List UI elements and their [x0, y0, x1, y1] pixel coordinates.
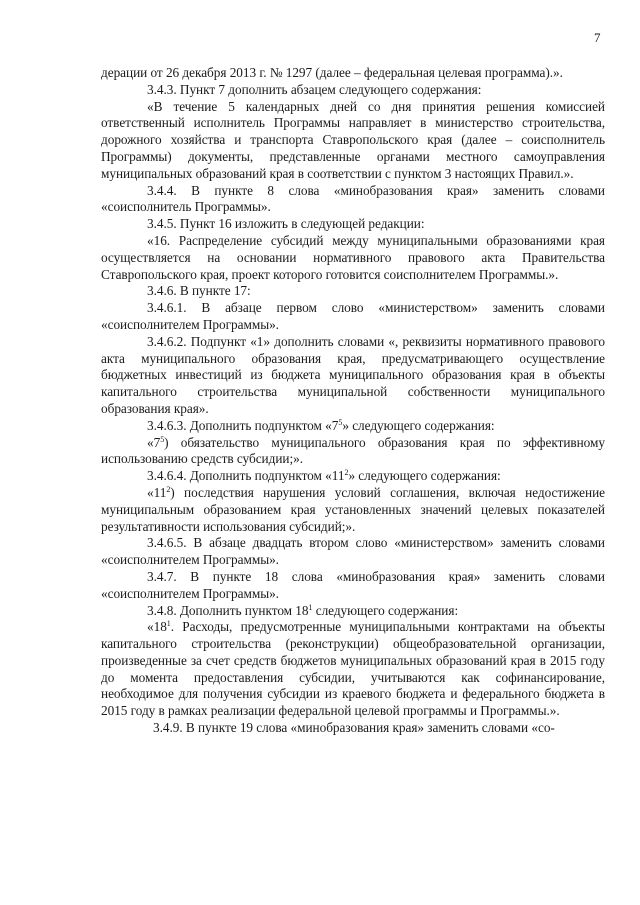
- paragraph: [101, 619, 605, 720]
- paragraph: 3.4.3. Пункт 7 дополнить абзацем следующего содержания:: [147, 81, 482, 97]
- superscript: 1: [166, 619, 171, 629]
- superscript: 5: [338, 417, 343, 427]
- paragraph-text: ) последствия нарушения условий соглашения, включая недостижение муниципальным образованием края установленных значений целевых показателей результативности использования субсидий;».: [101, 484, 605, 534]
- paragraph: 3.4.4. В пункте 8 слова «минобразования края» заменить словами «соисполнитель Программы».: [101, 182, 605, 215]
- superscript: 1: [308, 602, 313, 612]
- paragraph: 3.4.6.2. Подпункт «1» дополнить словами «, реквизиты нормативного правового акта муниципального образования края, предусматривающего осуществление бюджетных инвестиций из бюджета муниципального образования края в объекты капитального строительства муниципальной собственности муниципального образования края».: [101, 333, 605, 416]
- paragraph: [101, 603, 605, 620]
- paragraph: «В течение 5 календарных дней со дня принятия решения комиссией ответственный исполнитель Программы направляет в министерство строительства, дорожного хозяйства и транспорта Ставропольского края (далее – соисполнитель Программы) документы, представленные органами местного самоуправления муниципальных образований края в соответствии с пунктом 3 настоящих Правил.».: [101, 98, 605, 181]
- paragraph: [101, 418, 605, 435]
- paragraph: 3.4.6. В пункте 17:: [147, 283, 251, 299]
- paragraph: «16. Распределение субсидий между муниципальными образованиями края осуществляется на основании нормативного правового акта Правительства Ставропольского края, проект которого готовится соисполнителем Программы.».: [101, 232, 605, 282]
- paragraph: 3.4.6.1. В абзаце первом слово «министерством» заменить словами «соисполнителем Программы».: [101, 300, 605, 332]
- paragraph: [101, 485, 605, 535]
- page-number: 7: [594, 30, 601, 45]
- paragraph-text: . Расходы, предусмотренные муниципальными контрактами на объекты капитального строительства (реконструкции) общеобразовательной организации, произведенные за счет средств бюджетов муниципальных образований края в 2015 году до момента предоставления субсидии, учитываются как софинансирование, необходимое для получения субсидии из краевого бюджета и федерального бюджета в 2015 году в рамках реализации федеральной целевой программы и Программы.».: [101, 619, 605, 719]
- paragraph-text: «11: [147, 484, 167, 500]
- paragraph: [101, 435, 605, 469]
- paragraph-text: 3.4.6.4. Дополнить подпунктом «11: [147, 468, 345, 484]
- paragraph: дерации от 26 декабря 2013 г. № 1297 (далее – федеральная целевая программа).».: [101, 65, 563, 80]
- paragraph-text: » следующего содержания:: [342, 417, 495, 433]
- paragraph: 3.4.5. Пункт 16 изложить в следующей редакции:: [147, 216, 425, 232]
- superscript: 2: [344, 468, 349, 478]
- document-body: [101, 65, 605, 737]
- paragraph: 3.4.7. В пункте 18 слова «минобразования края» заменить словами «соисполнителем Программы».: [101, 568, 605, 601]
- paragraph-text: следующего содержания:: [312, 602, 459, 618]
- superscript: 2: [166, 484, 171, 494]
- paragraph-text: «18: [147, 619, 167, 635]
- paragraph-text: 3.4.6.3. Дополнить подпунктом «7: [147, 417, 339, 433]
- paragraph-text: » следующего содержания:: [348, 468, 501, 484]
- paragraph-text: ) обязательство муниципального образования края по эффективному использованию средств субсидии;».: [101, 434, 605, 467]
- paragraph: 3.4.6.5. В абзаце двадцать втором слово «министерством» заменить словами «соисполнителем Программы».: [101, 535, 605, 568]
- paragraph: [101, 468, 605, 485]
- superscript: 5: [160, 434, 165, 444]
- paragraph-text: 3.4.8. Дополнить пунктом 18: [147, 602, 309, 618]
- paragraph-text: «7: [147, 434, 161, 450]
- paragraph: 3.4.9. В пункте 19 слова «минобразования края» заменить словами «со-: [153, 720, 555, 736]
